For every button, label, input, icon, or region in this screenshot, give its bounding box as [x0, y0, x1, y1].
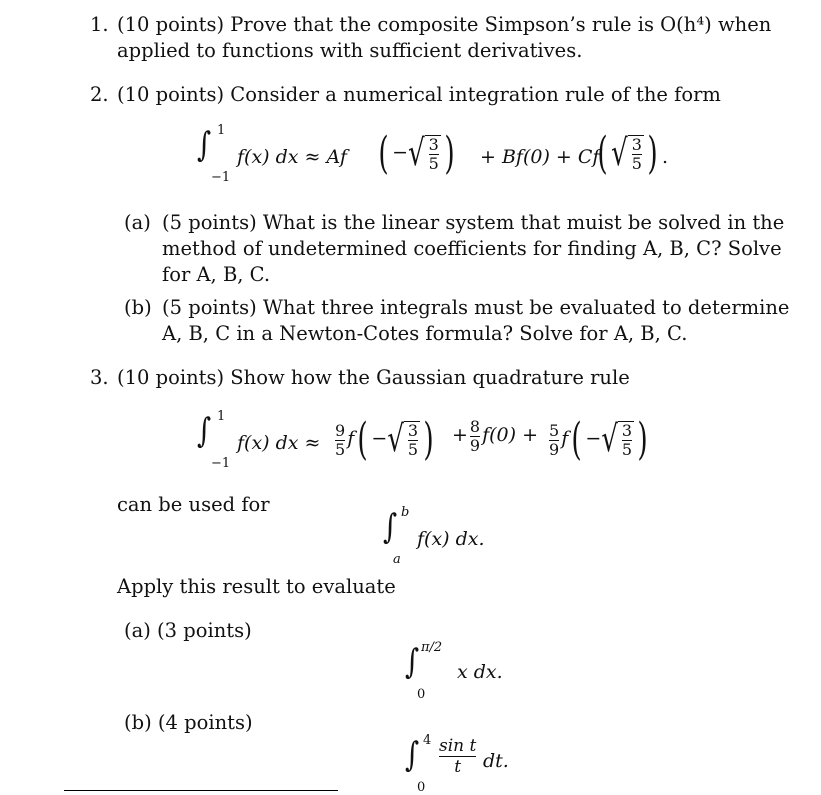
integral-sign: ∫ [383, 507, 398, 547]
arg-1: ( − √ $\frac{3}{5}$ ) [378, 128, 455, 179]
problem-2a-label: (a) [124, 211, 151, 234]
problem-3b-label: (b) (4 points) [124, 711, 253, 734]
upper-limit: π/2 [421, 640, 443, 655]
problem-2b-line2: A, B, C in a Newton-Cotes formula? Solve for A, B, C. [162, 322, 688, 345]
integral-sign: ∫ [405, 642, 420, 682]
problem-2a-line1: (5 points) What is the linear system that muist be solved in the [162, 211, 785, 234]
integrand: f(x) dx. [417, 528, 485, 550]
problem-2b-label: (b) [124, 296, 152, 319]
problem-3a-label: (a) (3 points) [124, 619, 252, 642]
integral-sign: ∫ [405, 735, 420, 775]
problem-1-line1: (10 points) Prove that the composite Simpson’s rule is O(h⁴) when [117, 13, 772, 36]
apply-text: Apply this result to evaluate [117, 575, 396, 598]
differential: dt. [483, 750, 509, 772]
problem-2a-line3: for A, B, C. [162, 263, 271, 286]
upper-limit: 1 [217, 409, 226, 424]
problem-2-line1: (10 points) Consider a numerical integration rule of the form [117, 83, 721, 106]
term-1: $\frac{9}{5}$ f( − √ $\frac{3}{5}$ ) [335, 414, 434, 465]
footnote-rule [64, 790, 338, 791]
problem-3-line1: (10 points) Show how the Gaussian quadrature rule [117, 366, 630, 389]
problem-3-number: 3. [90, 366, 109, 389]
can-be-used-text: can be used for [117, 493, 270, 516]
sin-fraction: $\frac{\text{sin t}}{t}$ [439, 736, 477, 777]
problem-2a-line2: method of undetermined coefficients for finding A, B, C? Solve [162, 237, 782, 260]
upper-limit: 1 [217, 123, 226, 138]
problem-1-line2: applied to functions with sufficient derivatives. [117, 39, 583, 62]
integral-sign: ∫ [197, 411, 212, 451]
integrand: f(x) dx ≈ Af [237, 146, 347, 168]
lower-limit: −1 [211, 170, 231, 185]
integrand: f(x) dx ≈ [237, 432, 321, 454]
problem-1-number: 1. [90, 13, 109, 36]
lower-limit: 0 [417, 687, 426, 702]
arg-2: ( √ $\frac{3}{5}$ ) [597, 128, 658, 179]
lower-limit: −1 [211, 456, 231, 471]
integral-sign: ∫ [197, 125, 212, 165]
middle-terms: + Bf(0) + Cf [480, 146, 600, 168]
lower-limit: a [393, 552, 401, 567]
problem-2b-line1: (5 points) What three integrals must be evaluated to determine [162, 296, 790, 319]
formula-end: . [662, 146, 669, 168]
lower-limit: 0 [417, 780, 426, 795]
term-2: + $\frac{8}{9}$ f(0) + [452, 417, 539, 455]
term-3: $\frac{5}{9}$ f( − √ $\frac{3}{5}$ ) [549, 414, 648, 465]
upper-limit: 4 [423, 733, 432, 748]
upper-limit: b [401, 505, 410, 520]
problem-2-number: 2. [90, 83, 109, 106]
integrand: x dx. [457, 661, 503, 683]
